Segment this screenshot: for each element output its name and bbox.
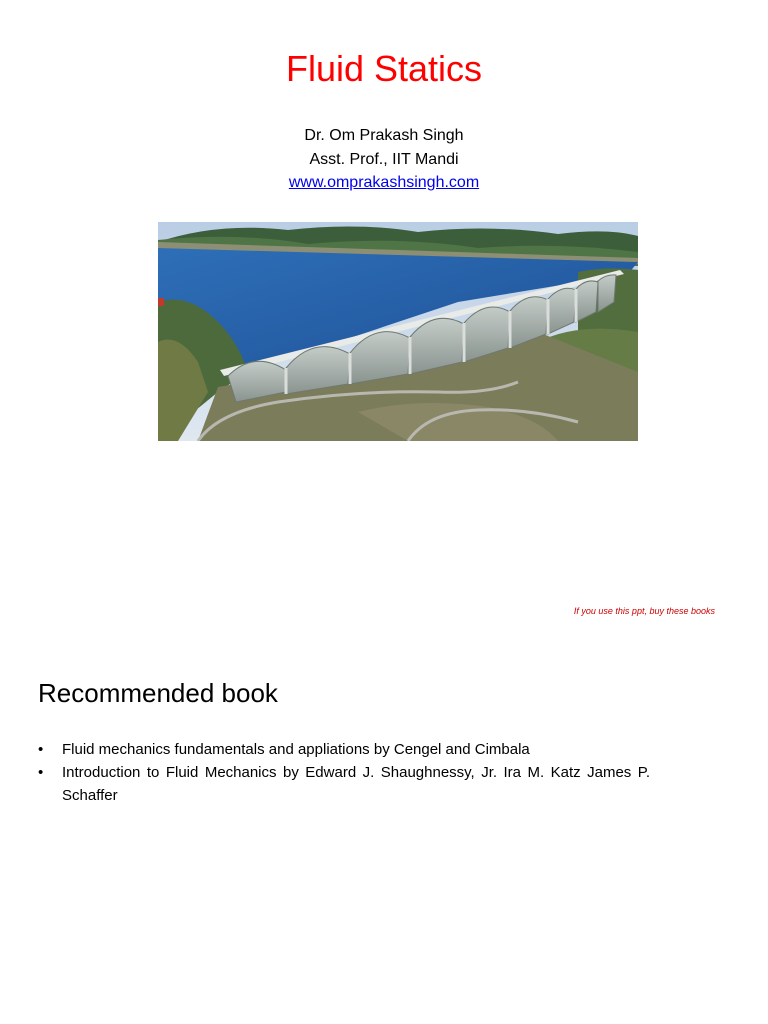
author-name: Dr. Om Prakash Singh xyxy=(304,127,464,144)
book-title: Fluid mechanics fundamentals and appliations by Cengel and Cimbala xyxy=(62,741,530,758)
section-heading: Recommended book xyxy=(38,678,278,708)
website-link[interactable]: www.omprakashsingh.com xyxy=(288,174,480,191)
dam-photo xyxy=(158,222,638,441)
author-position: Asst. Prof., IIT Mandi xyxy=(309,150,459,168)
bullet-icon: • xyxy=(38,764,44,781)
list-item xyxy=(38,761,650,807)
author-block xyxy=(0,124,768,195)
footer-note: If you use this ppt, buy these books xyxy=(573,606,715,616)
list-item xyxy=(38,738,650,761)
book-list xyxy=(38,738,650,807)
book-title: Introduction to Fluid Mechanics by Edward J. Shaughnessy, Jr. Ira M. Katz James P. Schaffer xyxy=(62,764,650,804)
bullet-icon: • xyxy=(38,741,44,758)
books-slide xyxy=(0,640,768,1024)
slide-title: Fluid Statics xyxy=(285,48,483,89)
